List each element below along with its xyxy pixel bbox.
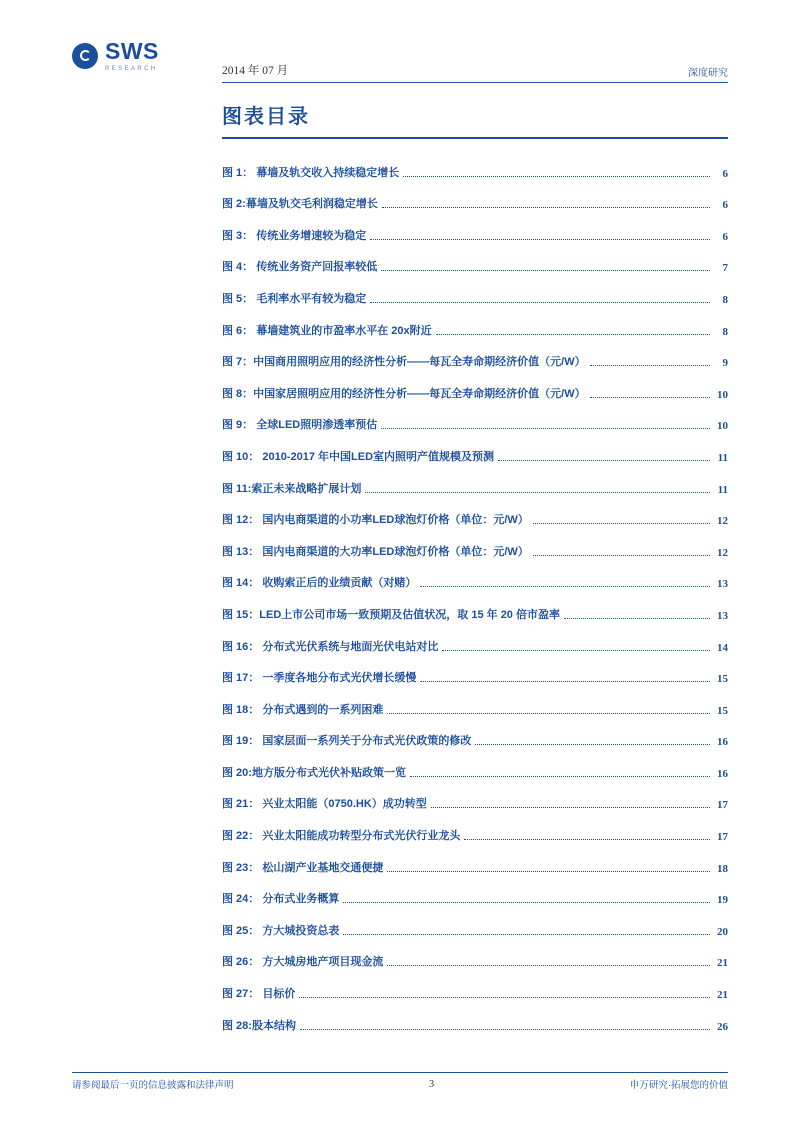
toc-entry[interactable] <box>222 875 728 907</box>
toc-entry[interactable] <box>222 622 728 654</box>
toc-leader-dots <box>431 806 710 808</box>
page-title: 图表目录 <box>222 106 310 128</box>
toc-entry[interactable] <box>222 432 728 464</box>
toc-entry-label: 图 24： 分布式业务概算 <box>222 893 340 906</box>
toc-entry-label: 图 5： 毛利率水平有较为稳定 <box>222 292 367 305</box>
footer-slogan: 申万研究·拓展您的价值 <box>629 1080 728 1091</box>
toc-entry-page: 10 <box>717 388 728 401</box>
toc-entry-label: 图 8：中国家居照明应用的经济性分析——每瓦全寿命期经济价值（元/W） <box>222 387 586 400</box>
toc-leader-dots <box>533 554 710 556</box>
toc-entry-label: 图 19： 国家层面一系列关于分布式光伏政策的修改 <box>222 735 472 748</box>
toc-leader-dots <box>381 427 710 429</box>
toc-entry-label: 图 10： 2010-2017 年中国LED室内照明产值规模及预测 <box>222 450 495 463</box>
toc-leader-dots <box>590 396 710 398</box>
toc-entry-label: 图 17： 一季度各地分布式光伏增长缓慢 <box>222 672 417 685</box>
toc-leader-dots <box>300 1028 710 1030</box>
toc-entry[interactable] <box>222 401 728 433</box>
page-number: 3 <box>429 1078 435 1090</box>
toc-entry-label: 图 3： 传统业务增速较为稳定 <box>222 229 367 242</box>
toc-entry[interactable] <box>222 274 728 306</box>
toc-leader-dots <box>564 617 710 619</box>
toc-entry-page: 8 <box>722 325 728 338</box>
toc-entry-page: 9 <box>722 357 728 370</box>
toc-entry[interactable] <box>222 906 728 938</box>
toc-leader-dots <box>436 333 710 335</box>
toc-entry-page: 21 <box>717 989 728 1002</box>
toc-entry[interactable] <box>222 717 728 749</box>
toc-entry-page: 16 <box>717 736 728 749</box>
toc-entry-page: 16 <box>717 767 728 780</box>
toc-entry-label: 图 21： 兴业太阳能（0750.HK）成功转型 <box>222 798 427 811</box>
toc-leader-dots <box>410 775 710 777</box>
toc-entry-page: 20 <box>717 925 728 938</box>
toc-leader-dots <box>343 901 710 903</box>
toc-entry-page: 10 <box>717 420 728 433</box>
toc-leader-dots <box>387 964 710 966</box>
footer-divider <box>72 1072 728 1073</box>
toc-entry[interactable] <box>222 1001 728 1033</box>
toc-leader-dots <box>442 649 710 651</box>
toc-leader-dots <box>475 743 710 745</box>
toc-entry[interactable] <box>222 369 728 401</box>
toc-entry[interactable] <box>222 496 728 528</box>
toc-entry-page: 7 <box>722 262 728 275</box>
toc-entry-label: 图 2:幕墙及轨交毛利润稳定增长 <box>222 198 378 211</box>
toc-entry-page: 19 <box>717 894 728 907</box>
toc-entry-page: 15 <box>717 704 728 717</box>
toc-entry-label: 图 12： 国内电商渠道的小功率LED球泡灯价格（单位：元/W） <box>222 514 529 527</box>
toc-entry-label: 图 6： 幕墙建筑业的市盈率水平在 20x附近 <box>222 324 432 337</box>
toc-entry-label: 图 14： 收购索正后的业绩贡献（对赌） <box>222 577 417 590</box>
toc-entry-page: 18 <box>717 862 728 875</box>
title-divider <box>222 137 728 139</box>
toc-entry-page: 14 <box>717 641 728 654</box>
toc-leader-dots <box>370 301 710 303</box>
toc-entry-page: 6 <box>722 167 728 180</box>
toc-leader-dots <box>590 364 710 366</box>
toc-leader-dots <box>403 175 710 177</box>
toc-entry-label: 图 4： 传统业务资产回报率较低 <box>222 261 378 274</box>
page-footer <box>72 1077 728 1091</box>
toc-entry-page: 17 <box>717 831 728 844</box>
toc-entry[interactable] <box>222 559 728 591</box>
toc-leader-dots <box>343 933 710 935</box>
toc-entry-page: 11 <box>717 483 728 496</box>
toc-entry-label: 图 11:索正未来战略扩展计划 <box>222 482 362 495</box>
toc-entry-page: 17 <box>717 799 728 812</box>
toc-entry[interactable] <box>222 527 728 559</box>
logo-name: SWS <box>105 38 159 64</box>
page-title-block <box>222 100 728 139</box>
toc-entry-label: 图 9： 全球LED照明渗透率预估 <box>222 419 378 432</box>
footer-disclaimer: 请参阅最后一页的信息披露和法律声明 <box>72 1080 234 1091</box>
toc-entry-page: 8 <box>722 293 728 306</box>
toc-leader-dots <box>498 459 710 461</box>
toc-leader-dots <box>387 870 710 872</box>
report-date: 2014 年 07 月 <box>222 65 289 77</box>
toc-entry-label: 图 27： 目标价 <box>222 988 296 1001</box>
header-divider <box>222 82 728 83</box>
toc-entry[interactable] <box>222 843 728 875</box>
toc-leader-dots <box>387 712 710 714</box>
toc-entry-label: 图 18： 分布式遇到的一系列困难 <box>222 703 384 716</box>
toc-entry[interactable] <box>222 338 728 370</box>
toc-entry-page: 21 <box>717 957 728 970</box>
toc-entry-label: 图 23： 松山湖产业基地交通便捷 <box>222 861 384 874</box>
toc-entry[interactable] <box>222 654 728 686</box>
toc-entry[interactable] <box>222 243 728 275</box>
toc-entry[interactable] <box>222 180 728 212</box>
toc-entry-label: 图 25： 方大城投资总表 <box>222 924 340 937</box>
toc-entry-page: 13 <box>717 578 728 591</box>
table-of-contents <box>222 148 728 1033</box>
toc-leader-dots <box>299 996 710 998</box>
toc-leader-dots <box>370 238 710 240</box>
toc-entry[interactable] <box>222 748 728 780</box>
toc-entry-page: 12 <box>717 546 728 559</box>
toc-entry-label: 图 26： 方大城房地产项目现金流 <box>222 956 384 969</box>
toc-leader-dots <box>382 206 710 208</box>
toc-entry-page: 6 <box>722 230 728 243</box>
logo-wordmark <box>105 40 159 72</box>
toc-entry-page: 11 <box>717 451 728 464</box>
toc-entry[interactable] <box>222 938 728 970</box>
page-header <box>0 0 800 92</box>
toc-entry-label: 图 7：中国商用照明应用的经济性分析——每瓦全寿命期经济价值（元/W） <box>222 356 586 369</box>
toc-leader-dots <box>420 680 710 682</box>
toc-entry[interactable] <box>222 969 728 1001</box>
sws-logo <box>72 38 182 74</box>
toc-entry-label: 图 22： 兴业太阳能成功转型分布式光伏行业龙头 <box>222 830 461 843</box>
toc-entry[interactable] <box>222 306 728 338</box>
toc-entry-label: 图 15：LED上市公司市场一致预期及估值状况，取 15 年 20 倍市盈率 <box>222 608 560 621</box>
toc-entry[interactable] <box>222 211 728 243</box>
toc-leader-dots <box>533 522 710 524</box>
toc-entry-page: 15 <box>717 673 728 686</box>
toc-entry[interactable] <box>222 780 728 812</box>
toc-entry-label: 图 28:股本结构 <box>222 1019 296 1032</box>
toc-entry-page: 6 <box>722 199 728 212</box>
toc-entry[interactable] <box>222 148 728 180</box>
report-type: 深度研究 <box>688 68 728 79</box>
toc-entry-label: 图 1： 幕墙及轨交收入持续稳定增长 <box>222 166 400 179</box>
toc-entry-page: 12 <box>717 515 728 528</box>
toc-entry[interactable] <box>222 590 728 622</box>
toc-entry[interactable] <box>222 464 728 496</box>
toc-entry-label: 图 16： 分布式光伏系统与地面光伏电站对比 <box>222 640 439 653</box>
logo-subtitle: RESEARCH <box>105 66 158 72</box>
toc-entry-label: 图 13： 国内电商渠道的大功率LED球泡灯价格（单位：元/W） <box>222 545 529 558</box>
toc-leader-dots <box>464 838 710 840</box>
toc-entry-page: 26 <box>717 1020 728 1033</box>
toc-entry-page: 13 <box>717 609 728 622</box>
toc-leader-dots <box>381 269 710 271</box>
toc-leader-dots <box>420 585 710 587</box>
toc-entry[interactable] <box>222 811 728 843</box>
logo-circle-icon <box>72 43 98 69</box>
toc-leader-dots <box>365 491 710 493</box>
toc-entry-label: 图 20:地方版分布式光伏补贴政策一览 <box>222 766 406 779</box>
toc-entry[interactable] <box>222 685 728 717</box>
